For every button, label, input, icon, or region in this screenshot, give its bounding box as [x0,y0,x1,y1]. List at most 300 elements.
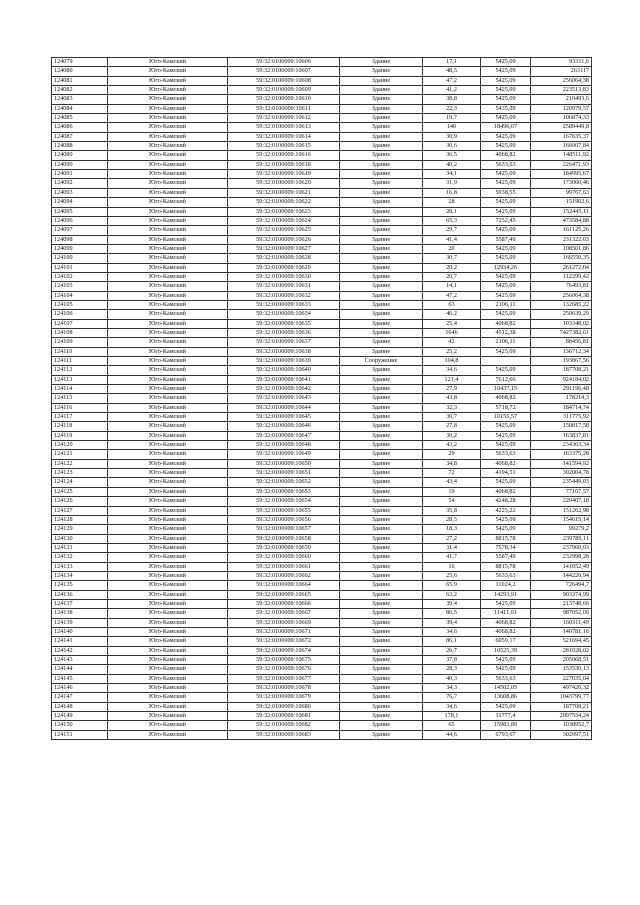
cell-district: Юго-Камский [108,581,228,590]
cell-cadastral-value: 99767,63 [531,188,592,197]
cell-area: 65 [423,721,481,730]
table-row [52,627,592,636]
cell-area: 20,2 [423,263,481,272]
cell-cadastral-number: 59:32:0100009:10612 [228,114,340,123]
cell-unit-value: 5425,09 [481,656,531,665]
cell-row-number: 124123 [52,469,108,478]
cell-cadastral-number: 59:32:0100009:10671 [228,627,340,636]
table-row [52,730,592,739]
table-row [52,160,592,169]
cell-cadastral-number: 59:32:0100009:10678 [228,684,340,693]
cell-cadastral-number: 59:32:0100009:10665 [228,590,340,599]
cell-unit-value: 4248,28 [481,497,531,506]
table-row [52,170,592,179]
cell-cadastral-value: 223513,83 [531,86,592,95]
cell-object-type: Здание [340,693,423,702]
cell-district: Юго-Камский [108,403,228,412]
cell-cadastral-value: 76493,81 [531,282,592,291]
cell-cadastral-value: 77107,57 [531,487,592,496]
table-row [52,282,592,291]
cell-cadastral-value: 150817,58 [531,422,592,431]
cell-cadastral-number: 59:32:0100009:10638 [228,347,340,356]
cell-unit-value: 5587,49 [481,235,531,244]
cell-unit-value: 5425,09 [481,114,531,123]
cell-cadastral-value: 210493,6 [531,95,592,104]
cell-district: Юго-Камский [108,665,228,674]
cell-unit-value: 5425,09 [481,272,531,281]
cell-district: Юго-Камский [108,693,228,702]
table-row [52,254,592,263]
cell-area: 37,8 [423,656,481,665]
cell-unit-value: 5425,09 [481,366,531,375]
cell-area: 36,5 [423,151,481,160]
cell-district: Юго-Камский [108,478,228,487]
cell-cadastral-number: 59:32:0100009:10614 [228,132,340,141]
cell-area: 22,3 [423,104,481,113]
cell-area: 63,2 [423,590,481,599]
cell-cadastral-number: 59:32:0100009:10646 [228,422,340,431]
cell-unit-value: 4068,82 [481,618,531,627]
cell-district: Юго-Камский [108,441,228,450]
cell-area: 34,1 [423,170,481,179]
cell-row-number: 124085 [52,114,108,123]
table-row [52,179,592,188]
cell-object-type: Здание [340,469,423,478]
cell-row-number: 124137 [52,599,108,608]
cell-cadastral-number: 59:32:0100009:10672 [228,637,340,646]
cell-object-type: Здание [340,338,423,347]
cell-object-type: Сооружение [340,357,423,366]
table-row [52,459,592,468]
cell-area: 19 [423,487,481,496]
cell-cadastral-number: 59:32:0100009:10611 [228,104,340,113]
cell-district: Юго-Камский [108,67,228,76]
cell-district: Юго-Камский [108,198,228,207]
cell-unit-value: 5425,09 [481,132,531,141]
cell-area: 35,8 [423,506,481,515]
cell-cadastral-value: 151262,98 [531,506,592,515]
cell-unit-value: 5425,09 [481,422,531,431]
cell-area: 40,2 [423,160,481,169]
cell-cadastral-value: 108501,86 [531,244,592,253]
cell-object-type: Здание [340,151,423,160]
cell-cadastral-value: 7427382,61 [531,328,592,337]
cell-cadastral-number: 59:32:0100009:10653 [228,487,340,496]
cell-cadastral-value: 151902,6 [531,198,592,207]
cell-area: 43,4 [423,478,481,487]
cell-unit-value: 5587,49 [481,553,531,562]
cell-object-type: Здание [340,487,423,496]
cell-object-type: Здание [340,618,423,627]
cell-row-number: 124104 [52,291,108,300]
cell-cadastral-value: 226471,93 [531,160,592,169]
cell-cadastral-number: 59:32:0100009:10610 [228,95,340,104]
cell-area: 27,9 [423,385,481,394]
cell-unit-value: 5425,09 [481,291,531,300]
table-row [52,375,592,384]
table-row [52,188,592,197]
cell-cadastral-number: 59:32:0100009:10652 [228,478,340,487]
cell-unit-value: 5633,63 [481,160,531,169]
cell-cadastral-number: 59:32:0100009:10629 [228,263,340,272]
cell-unit-value: 5425,09 [481,198,531,207]
cell-area: 41,7 [423,553,481,562]
cell-unit-value: 5425,09 [481,702,531,711]
cell-cadastral-value: 141052,49 [531,562,592,571]
cell-row-number: 124110 [52,347,108,356]
cell-cadastral-value: 213748,66 [531,599,592,608]
cell-cadastral-value: 161125,26 [531,226,592,235]
cell-row-number: 124119 [52,431,108,440]
cell-area: 29,7 [423,226,481,235]
cell-cadastral-value: 178214,3 [531,394,592,403]
cell-row-number: 124151 [52,730,108,739]
cell-district: Юго-Камский [108,160,228,169]
cell-object-type: Здание [340,413,423,422]
table-row [52,553,592,562]
cell-unit-value: 5435,09 [481,104,531,113]
cell-row-number: 124097 [52,226,108,235]
cell-object-type: Здание [340,571,423,580]
cell-district: Юго-Камский [108,86,228,95]
cell-object-type: Здание [340,515,423,524]
cell-row-number: 124096 [52,216,108,225]
cell-cadastral-number: 59:32:0100009:10662 [228,571,340,580]
cadastral-table [51,57,592,740]
cell-area: 39,4 [423,618,481,627]
cell-cadastral-value: 903374,99 [531,590,592,599]
cell-cadastral-number: 59:32:0100009:10654 [228,497,340,506]
cell-cadastral-number: 59:32:0100009:10669 [228,618,340,627]
cell-row-number: 124088 [52,142,108,151]
cell-district: Юго-Камский [108,375,228,384]
cell-row-number: 124125 [52,487,108,496]
cell-cadastral-value: 163375,28 [531,450,592,459]
table-row [52,226,592,235]
cell-district: Юго-Камский [108,95,228,104]
cell-row-number: 124115 [52,394,108,403]
cell-unit-value: 2106,11 [481,338,531,347]
cell-object-type: Здание [340,459,423,468]
cell-district: Юго-Камский [108,216,228,225]
cell-row-number: 124118 [52,422,108,431]
cell-object-type: Здание [340,235,423,244]
cell-district: Юго-Камский [108,319,228,328]
table-row [52,76,592,85]
cell-cadastral-value: 237960,03 [531,543,592,552]
table-row [52,300,592,309]
cell-object-type: Здание [340,599,423,608]
cell-cadastral-value: 173060,46 [531,179,592,188]
cell-district: Юго-Камский [108,291,228,300]
cell-object-type: Здание [340,656,423,665]
cell-district: Юго-Камский [108,534,228,543]
cell-area: 65,3 [423,216,481,225]
cell-cadastral-number: 59:32:0100009:10621 [228,188,340,197]
table-row [52,151,592,160]
cell-area: 41,4 [423,235,481,244]
cell-cadastral-value: 154615,14 [531,515,592,524]
table-row [52,310,592,319]
cell-unit-value: 5425,09 [481,525,531,534]
cell-unit-value: 7578,34 [481,543,531,552]
cell-area: 34,8 [423,459,481,468]
cell-area: 48,5 [423,67,481,76]
cell-area: 26,7 [423,646,481,655]
cell-unit-value: 4225,22 [481,506,531,515]
cell-cadastral-number: 59:32:0100009:10660 [228,553,340,562]
cell-cadastral-value: 167635,37 [531,132,592,141]
table-row [52,665,592,674]
cell-cadastral-number: 59:32:0100009:10633 [228,300,340,309]
cell-object-type: Здание [340,207,423,216]
cell-object-type: Здание [340,328,423,337]
table-row [52,543,592,552]
cell-unit-value: 6793,67 [481,730,531,739]
cell-district: Юго-Камский [108,431,228,440]
table-row [52,142,592,151]
cell-unit-value: 5425,09 [481,58,531,67]
document-page [51,57,591,740]
cell-cadastral-number: 59:32:0100009:10631 [228,282,340,291]
cell-district: Юго-Камский [108,170,228,179]
cell-cadastral-number: 59:32:0100009:10645 [228,413,340,422]
table-row [52,338,592,347]
cell-cadastral-value: 256064,38 [531,76,592,85]
cell-area: 14,1 [423,282,481,291]
cell-cadastral-number: 59:32:0100009:10622 [228,198,340,207]
cell-cadastral-value: 256064,38 [531,291,592,300]
cell-cadastral-value: 193867,56 [531,357,592,366]
cell-area: 31,4 [423,543,481,552]
cell-district: Юго-Камский [108,300,228,309]
cell-row-number: 124141 [52,637,108,646]
cell-unit-value: 5425,09 [481,599,531,608]
cell-unit-value: 14293,91 [481,590,531,599]
cell-row-number: 124117 [52,413,108,422]
cell-cadastral-number: 59:32:0100009:10642 [228,385,340,394]
cell-area: 34,6 [423,702,481,711]
table-row [52,403,592,412]
cell-area: 16 [423,562,481,571]
table-row [52,67,592,76]
table-row [52,618,592,627]
cell-unit-value: 8815,78 [481,534,531,543]
cell-district: Юго-Камский [108,422,228,431]
cell-cadastral-value: 163837,81 [531,431,592,440]
cell-district: Юго-Камский [108,338,228,347]
cell-row-number: 124124 [52,478,108,487]
cell-object-type: Здание [340,188,423,197]
cell-row-number: 124105 [52,300,108,309]
cell-row-number: 124132 [52,553,108,562]
cell-unit-value: 11777,4 [481,712,531,721]
cell-district: Юго-Камский [108,104,228,113]
table-row [52,497,592,506]
cell-area: 178,1 [423,712,481,721]
cell-area: 46,2 [423,310,481,319]
table-row [52,534,592,543]
table-row [52,431,592,440]
cell-cadastral-number: 59:32:0100009:10616 [228,151,340,160]
cell-unit-value: 4068,82 [481,627,531,636]
cell-cadastral-number: 59:32:0100009:10681 [228,712,340,721]
cell-cadastral-number: 59:32:0100009:10674 [228,646,340,655]
cell-cadastral-number: 59:32:0100009:10628 [228,254,340,263]
table-row [52,712,592,721]
cell-district: Юго-Камский [108,142,228,151]
table-body [52,58,592,740]
table-row [52,357,592,366]
cell-row-number: 124113 [52,375,108,384]
table-row [52,721,592,730]
cell-row-number: 124148 [52,702,108,711]
cell-unit-value: 5633,63 [481,571,531,580]
cell-cadastral-number: 59:32:0100009:10620 [228,179,340,188]
cell-row-number: 124120 [52,441,108,450]
cell-row-number: 124135 [52,581,108,590]
cell-row-number: 124099 [52,244,108,253]
cell-cadastral-number: 59:32:0100009:10637 [228,338,340,347]
cell-district: Юго-Камский [108,226,228,235]
table-row [52,198,592,207]
cell-area: 30,2 [423,431,481,440]
cell-district: Юго-Камский [108,188,228,197]
cell-object-type: Здание [340,272,423,281]
cell-cadastral-number: 59:32:0100009:10667 [228,609,340,618]
cell-object-type: Здание [340,450,423,459]
cell-area: 20,7 [423,272,481,281]
cell-cadastral-number: 59:32:0100009:10635 [228,319,340,328]
cell-district: Юго-Камский [108,571,228,580]
cell-cadastral-number: 59:32:0100009:10657 [228,525,340,534]
cell-district: Юго-Камский [108,272,228,281]
cell-row-number: 124149 [52,712,108,721]
cell-unit-value: 5425,09 [481,142,531,151]
cell-district: Юго-Камский [108,497,228,506]
cell-object-type: Здание [340,721,423,730]
cell-area: 34,3 [423,684,481,693]
cell-cadastral-number: 59:32:0100009:10644 [228,403,340,412]
cell-object-type: Здание [340,86,423,95]
cell-object-type: Здание [340,702,423,711]
cell-object-type: Здание [340,375,423,384]
cell-district: Юго-Камский [108,347,228,356]
cell-area: 31,9 [423,179,481,188]
cell-cadastral-value: 924184,02 [531,375,592,384]
cell-row-number: 124138 [52,609,108,618]
cell-district: Юго-Камский [108,656,228,665]
cell-unit-value: 4068,82 [481,151,531,160]
cell-row-number: 124090 [52,160,108,169]
cell-district: Юго-Камский [108,730,228,739]
table-row [52,86,592,95]
cell-district: Юго-Камский [108,525,228,534]
cell-row-number: 124144 [52,665,108,674]
table-row [52,515,592,524]
cell-object-type: Здание [340,441,423,450]
cell-unit-value: 2106,11 [481,300,531,309]
cell-cadastral-number: 59:32:0100009:10647 [228,431,340,440]
cell-object-type: Здание [340,244,423,253]
cell-district: Юго-Камский [108,254,228,263]
cell-cadastral-value: 1038952,7 [531,721,592,730]
table-row [52,609,592,618]
cell-cadastral-value: 140781,16 [531,627,592,636]
cell-object-type: Здание [340,646,423,655]
cell-row-number: 124142 [52,646,108,655]
cell-unit-value: 7612,66 [481,375,531,384]
cell-cadastral-number: 59:32:0100009:10634 [228,310,340,319]
cell-unit-value: 5425,09 [481,347,531,356]
cell-unit-value: 11024,2 [481,581,531,590]
cell-district: Юго-Камский [108,609,228,618]
cell-area: 76,7 [423,693,481,702]
cell-cadastral-number: 59:32:0100009:10679 [228,693,340,702]
table-row [52,487,592,496]
cell-unit-value: 10155,57 [481,413,531,422]
table-row [52,244,592,253]
cell-row-number: 124092 [52,179,108,188]
cell-district: Юго-Камский [108,562,228,571]
cell-unit-value: 5718,72 [481,403,531,412]
cell-object-type: Здание [340,95,423,104]
cell-cadastral-value: 120979,57 [531,104,592,113]
cell-object-type: Здание [340,67,423,76]
cell-unit-value: 4512,38 [481,328,531,337]
cell-cadastral-number: 59:32:0100009:10639 [228,357,340,366]
table-row [52,469,592,478]
cell-cadastral-number: 59:32:0100009:10680 [228,702,340,711]
cell-cadastral-number: 59:32:0100009:10661 [228,562,340,571]
cell-district: Юго-Камский [108,590,228,599]
cell-row-number: 124146 [52,684,108,693]
table-row [52,478,592,487]
cell-row-number: 124107 [52,319,108,328]
cell-unit-value [481,357,531,366]
cell-area: 28,5 [423,515,481,524]
cell-cadastral-number: 59:32:0100009:10630 [228,272,340,281]
cell-unit-value: 4068,82 [481,394,531,403]
cell-unit-value: 5938,55 [481,188,531,197]
table-row [52,590,592,599]
cell-cadastral-number: 59:32:0100009:10640 [228,366,340,375]
cell-cadastral-number: 59:32:0100009:10649 [228,450,340,459]
cell-cadastral-value: 311775,92 [531,413,592,422]
cell-object-type: Здание [340,422,423,431]
cell-area: 19,7 [423,114,481,123]
table-row [52,693,592,702]
cell-cadastral-number: 59:32:0100009:10664 [228,581,340,590]
cell-cadastral-value: 235449,03 [531,478,592,487]
cell-cadastral-value: 132685,22 [531,300,592,309]
cell-row-number: 124089 [52,151,108,160]
cell-district: Юго-Камский [108,366,228,375]
cell-cadastral-number: 59:32:0100009:10607 [228,67,340,76]
cell-area: 30,9 [423,132,481,141]
cell-cadastral-value: 281028,02 [531,646,592,655]
cell-unit-value: 5425,09 [481,515,531,524]
cell-unit-value: 5425,09 [481,67,531,76]
cell-object-type: Здание [340,319,423,328]
cell-cadastral-value: 184714,74 [531,403,592,412]
cell-row-number: 124133 [52,562,108,571]
cell-area: 34,6 [423,366,481,375]
cell-row-number: 124098 [52,235,108,244]
cell-unit-value: 4068,82 [481,319,531,328]
cell-area: 20 [423,244,481,253]
cell-cadastral-number: 59:32:0100009:10627 [228,244,340,253]
